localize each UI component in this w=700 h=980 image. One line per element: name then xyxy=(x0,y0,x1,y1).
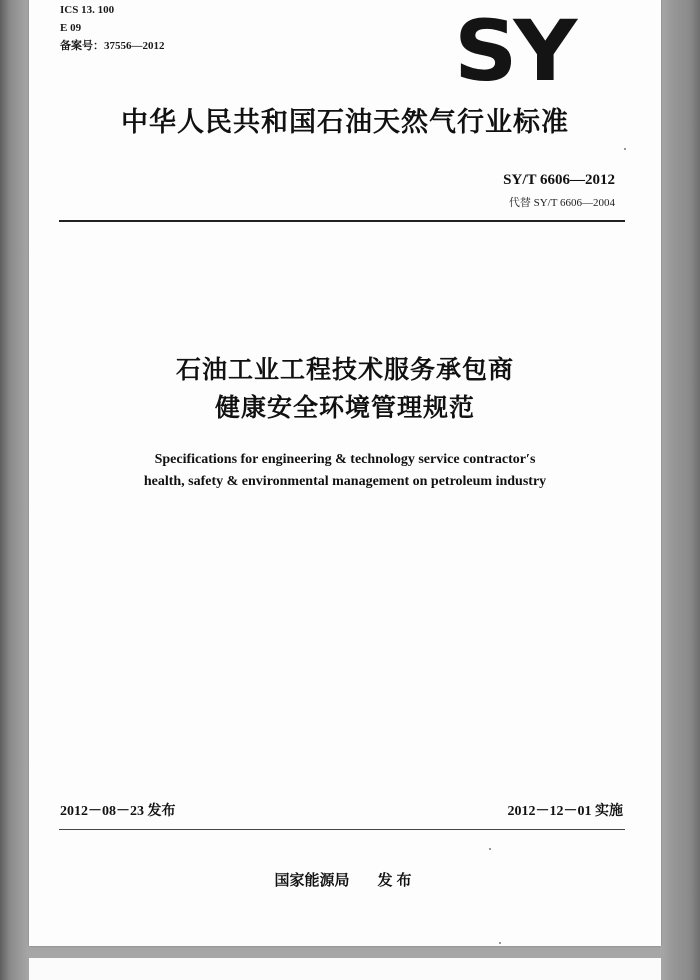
title-cn-line1: 石油工业工程技术服务承包商 xyxy=(175,355,514,384)
industry-standard-title: 中华人民共和国石油天然气行业标准 xyxy=(121,107,569,138)
scan-speck xyxy=(499,942,501,944)
standard-number: SY/T 6606—2012 xyxy=(503,172,615,188)
publisher-line xyxy=(29,869,661,890)
title-cn-line2: 健康安全环境管理规范 xyxy=(214,393,475,422)
issue-date: 2012－08－23 发布 xyxy=(60,804,176,819)
scan-speck xyxy=(624,148,626,150)
next-page-edge xyxy=(29,958,661,980)
title-en-line2: health, safety & environmental management on petroleum industry xyxy=(143,474,547,489)
record-number: 备案号：37556—2012 xyxy=(60,40,165,52)
title-en-line1: Specifications for engineering & technology service contractor′s xyxy=(154,452,536,467)
bottom-divider xyxy=(59,829,625,830)
sy-logo: SY xyxy=(454,2,573,100)
implementation-date: 2012－12－01 实施 xyxy=(507,804,623,819)
ics-code: ICS 13. 100 xyxy=(60,4,115,16)
replaces-standard: 代替 SY/T 6606—2004 xyxy=(508,197,615,209)
publisher-action: 发布 xyxy=(377,871,416,889)
category-code: E 09 xyxy=(60,22,82,34)
scan-speck xyxy=(489,848,491,850)
publisher-name: 国家能源局 xyxy=(274,871,350,889)
top-divider xyxy=(59,220,625,222)
standard-cover-page xyxy=(29,0,661,946)
